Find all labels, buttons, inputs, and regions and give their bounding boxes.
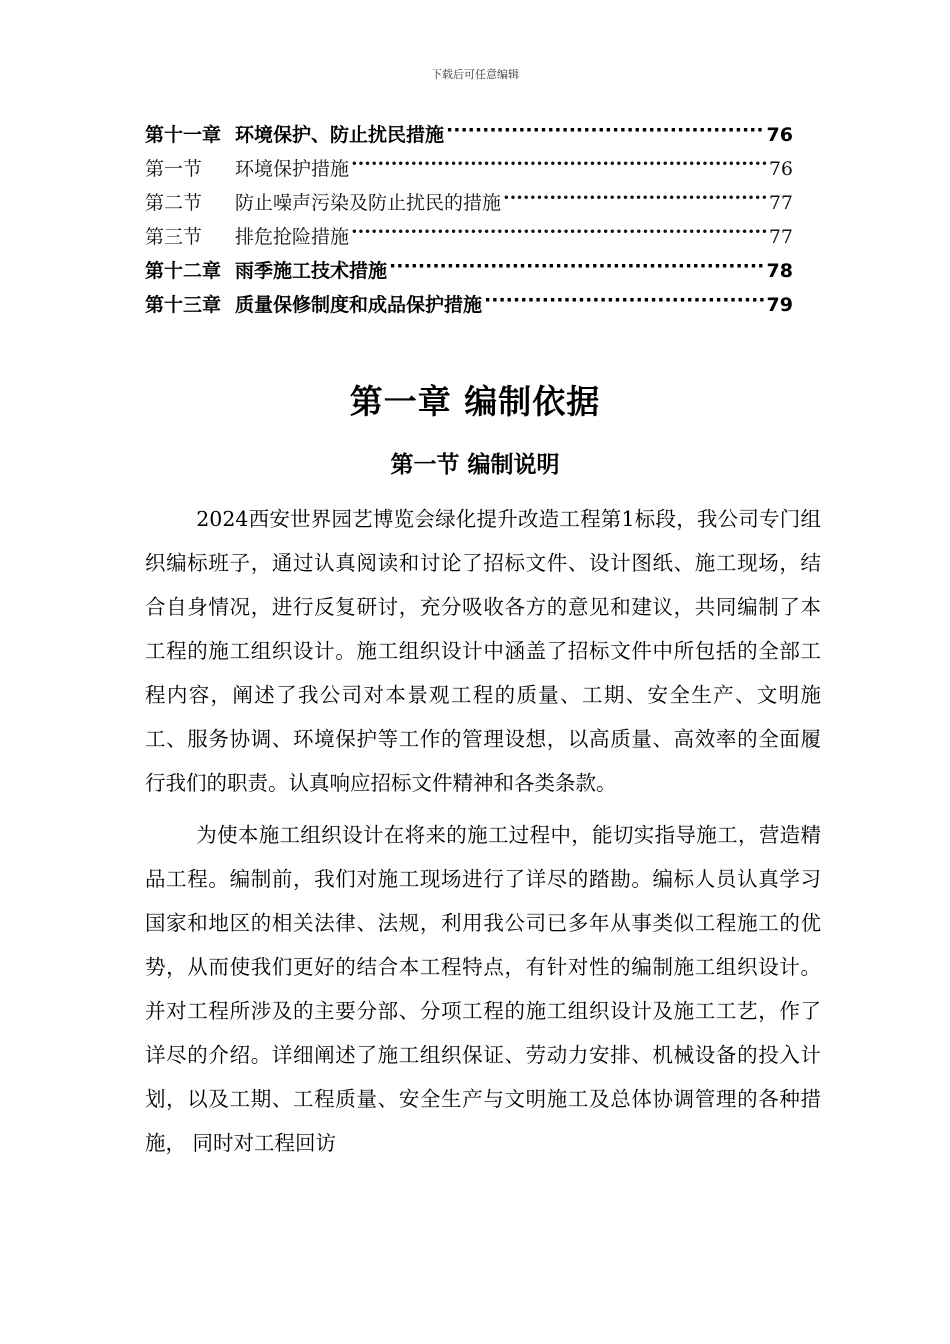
toc-dot-leader [351, 152, 767, 181]
toc-entry-page: 77 [768, 226, 793, 248]
body-paragraph: 为使本施工组织设计在将来的施工过程中，能切实指导施工，营造精品工程。编制前，我们对施工现场进行了详尽的踏勘。编标人员认真学习国家和地区的相关法律、法规，利用我公司已多年从事类似工程施工的优势，从而使我们更好的结合本工程特点，有针对性的编制施工组织设计。并对工程所涉及的主要分部、分项工程的施工组织设计及施工工艺，作了详尽的介绍。详细阐述了施工组织保证、劳动力安排、机械设备的投入计划，以及工期、工程质量、安全生产与文明施工及总体协调管理的各种措施， 同时对工程回访 [145, 823, 821, 1155]
toc-dot-leader [446, 118, 765, 147]
toc-entry-chapter-13[interactable] [145, 288, 793, 322]
table-of-contents [145, 118, 793, 322]
toc-entry-number: 第三节 [145, 226, 203, 248]
page-header: 下载后可任意编辑 [431, 68, 519, 81]
body-paragraph: 2024西安世界园艺博览会绿化提升改造工程第1标段，我公司专门组织编标班子，通过认真阅读和讨论了招标文件、设计图纸、施工现场，结合自身情况，进行反复研讨，充分吸收各方的意见和建议，共同编制了本工程的施工组织设计。施工组织设计中涵盖了招标文件中所包括的全部工程内容，阐述了我公司对本景观工程的质量、工期、安全生产、文明施工、服务协调、环境保护等工作的管理设想，以高质量、高效率的全面履行我们的职责。认真响应招标文件精神和各类条款。 [145, 507, 821, 795]
toc-entry-number: 第十三章 [145, 294, 222, 316]
toc-entry-title: 防止噪声污染及防止扰民的措施 [235, 192, 502, 214]
toc-entry-title: 排危抢险措施 [235, 226, 350, 248]
section-heading: 第一节 编制说明 [390, 452, 560, 478]
toc-entry-title: 环境保护措施 [235, 158, 350, 180]
toc-dot-leader [389, 254, 765, 283]
toc-entry-section-3[interactable] [145, 220, 793, 254]
toc-entry-page: 78 [766, 260, 793, 282]
toc-entry-page: 79 [766, 294, 793, 316]
toc-entry-chapter-12[interactable] [145, 254, 793, 288]
toc-entry-number: 第二节 [145, 192, 203, 214]
toc-entry-title: 质量保修制度和成品保护措施 [235, 294, 483, 316]
toc-entry-title: 雨季施工技术措施 [235, 260, 388, 282]
toc-entry-number: 第十一章 [145, 124, 222, 146]
toc-entry-page: 77 [768, 192, 793, 214]
toc-entry-title: 环境保护、防止扰民措施 [235, 124, 445, 146]
toc-entry-page: 76 [768, 158, 793, 180]
toc-entry-number: 第一节 [145, 158, 203, 180]
toc-entry-section-2[interactable] [145, 186, 793, 220]
toc-dot-leader [503, 186, 767, 215]
body-text [145, 497, 821, 1165]
toc-dot-leader [484, 288, 765, 317]
toc-entry-number: 第十二章 [145, 260, 222, 282]
toc-entry-section-1[interactable] [145, 152, 793, 186]
toc-entry-chapter-11[interactable] [145, 118, 793, 152]
chapter-heading: 第一章 编制依据 [349, 382, 601, 421]
toc-entry-page: 76 [766, 124, 793, 146]
toc-dot-leader [351, 220, 767, 249]
